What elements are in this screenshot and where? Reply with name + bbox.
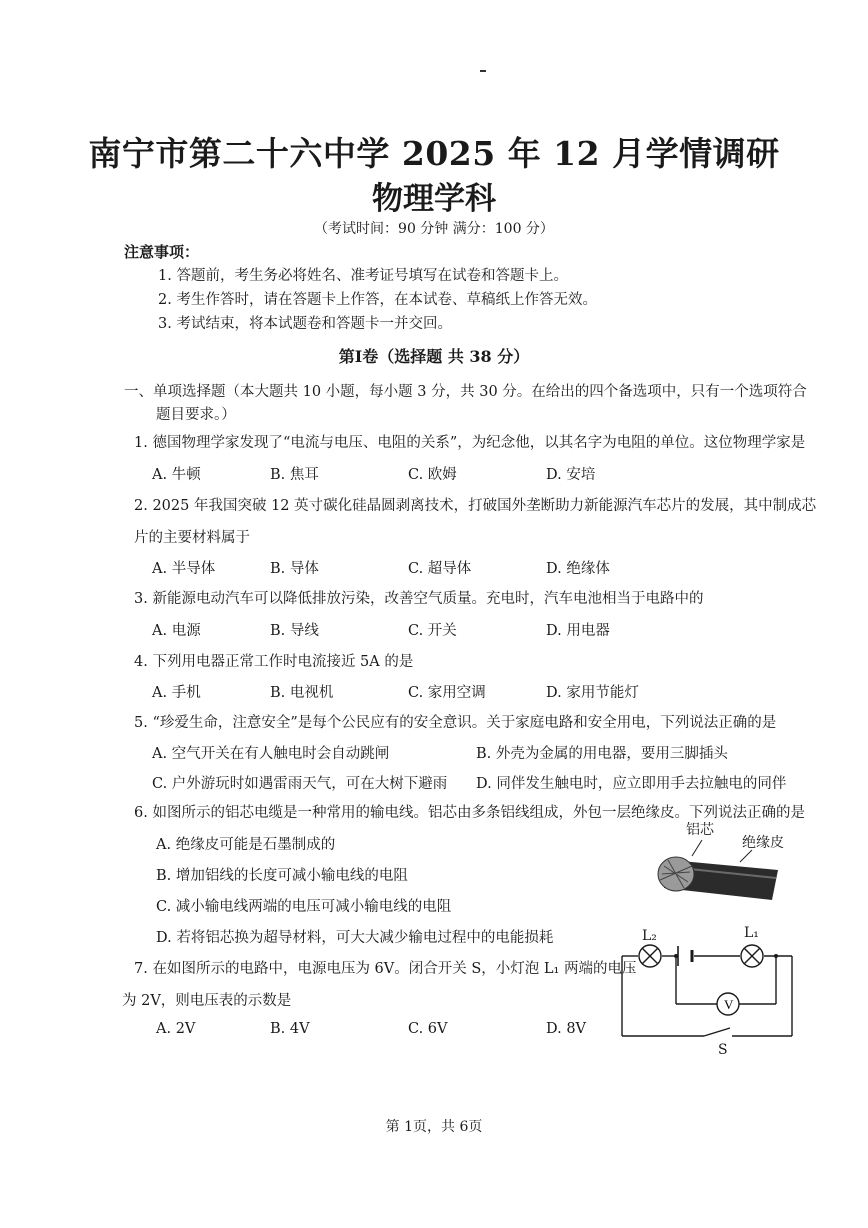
option: D. 绝缘体 bbox=[546, 561, 610, 577]
question-stem: 5. “珍爱生命，注意安全”是每个公民应有的安全意识。关于家庭电路和安全用电，下列说法正确的是 bbox=[134, 715, 777, 731]
option: A. 半导体 bbox=[152, 561, 216, 577]
question-stem-cont: 为 2V，则电压表的示数是 bbox=[122, 993, 292, 1009]
option: A. 绝缘皮可能是石墨制成的 bbox=[156, 837, 336, 853]
option: A. 牛顿 bbox=[152, 467, 201, 483]
question-stem-cont: 片的主要材料属于 bbox=[134, 530, 250, 546]
option: A. 空气开关在有人触电时会自动跳闸 bbox=[152, 746, 390, 762]
question-stem: 2. 2025 年我国突破 12 英寸碳化硅晶圆剥离技术，打破国外垄断助力新能源汽车芯片的发展，其中制成芯 bbox=[134, 498, 817, 514]
option: B. 导体 bbox=[270, 561, 319, 577]
option: A. 2V bbox=[156, 1021, 196, 1037]
option: D. 用电器 bbox=[546, 623, 610, 639]
section-heading: 一、单项选择题（本大题共 10 小题，每小题 3 分，共 30 分。在给出的四个备选项中，只有一个选项符合 bbox=[124, 384, 807, 400]
core-leader-line bbox=[692, 840, 702, 856]
option: D. 同伴发生触电时，应立即用手去拉触电的同伴 bbox=[476, 776, 787, 792]
switch-label: S bbox=[718, 1042, 728, 1058]
option: C. 欧姆 bbox=[408, 467, 457, 483]
cable-label-insulation: 绝缘皮 bbox=[742, 835, 784, 851]
notice-item: 3. 考试结束，将本试题卷和答题卡一并交回。 bbox=[158, 316, 452, 332]
option: B. 焦耳 bbox=[270, 467, 319, 483]
exam-title: 南宁市第二十六中学 2025 年 12 月学情调研 bbox=[88, 134, 780, 173]
question-stem: 7. 在如图所示的电路中，电源电压为 6V。闭合开关 S，小灯泡 L₁ 两端的电压 bbox=[134, 961, 637, 977]
lamp-l1-label: L₁ bbox=[744, 925, 759, 941]
option: B. 电视机 bbox=[270, 685, 334, 701]
junction-dot bbox=[674, 954, 678, 958]
option: C. 减小输电线两端的电压可减小输电线的电阻 bbox=[156, 899, 452, 915]
option: B. 导线 bbox=[270, 623, 319, 639]
option: C. 超导体 bbox=[408, 561, 472, 577]
cable-label-core: 铝芯 bbox=[686, 822, 714, 838]
section-heading-cont: 题目要求。） bbox=[156, 407, 236, 423]
switch-s bbox=[704, 1028, 730, 1036]
option: A. 手机 bbox=[152, 685, 201, 701]
option: B. 外壳为金属的用电器，要用三脚插头 bbox=[476, 746, 728, 762]
exam-info: （考试时间：90 分钟 满分：100 分） bbox=[314, 221, 554, 237]
insulation-leader-line bbox=[740, 850, 752, 862]
voltmeter-label: V bbox=[724, 997, 734, 1012]
question-stem: 6. 如图所示的铝芯电缆是一种常用的输电线。铝芯由多条铝线组成，外包一层绝缘皮。下列说法正确的是 bbox=[134, 805, 805, 821]
option: D. 8V bbox=[546, 1021, 587, 1037]
option: C. 户外游玩时如遇雷雨天气，可在大树下避雨 bbox=[152, 776, 448, 792]
option: C. 开关 bbox=[408, 623, 457, 639]
cable-figure bbox=[640, 822, 790, 902]
notice-item: 1. 答题前，考生务必将姓名、准考证号填写在试卷和答题卡上。 bbox=[158, 268, 568, 284]
question-stem: 4. 下列用电器正常工作时电流接近 5A 的是 bbox=[134, 654, 414, 670]
option: D. 安培 bbox=[546, 467, 596, 483]
junction-dot bbox=[774, 954, 778, 958]
subject-title: 物理学科 bbox=[372, 181, 496, 217]
option: D. 若将铝芯换为超导材料，可大大减少输电过程中的电能损耗 bbox=[156, 930, 554, 946]
scan-mark bbox=[480, 70, 486, 72]
option: D. 家用节能灯 bbox=[546, 685, 639, 701]
option: B. 4V bbox=[270, 1021, 310, 1037]
question-stem: 3. 新能源电动汽车可以降低排放污染，改善空气质量。充电时，汽车电池相当于电路中的 bbox=[134, 591, 704, 607]
lamp-l2-label: L₂ bbox=[642, 928, 657, 944]
notice-item: 2. 考生作答时，请在答题卡上作答，在本试卷、草稿纸上作答无效。 bbox=[158, 292, 597, 308]
option: A. 电源 bbox=[152, 623, 201, 639]
option: C. 家用空调 bbox=[408, 685, 486, 701]
part-heading: 第Ⅰ卷（选择题 共 38 分） bbox=[338, 347, 530, 366]
notice-heading: 注意事项： bbox=[124, 243, 200, 261]
page-number: 第 1页，共 6页 bbox=[385, 1119, 483, 1135]
option: B. 增加铝线的长度可减小输电线的电阻 bbox=[156, 868, 408, 884]
option: C. 6V bbox=[408, 1021, 448, 1037]
question-stem: 1. 德国物理学家发现了“电流与电压、电阻的关系”，为纪念他，以其名字为电阻的单位。这位物理学家是 bbox=[134, 435, 806, 451]
